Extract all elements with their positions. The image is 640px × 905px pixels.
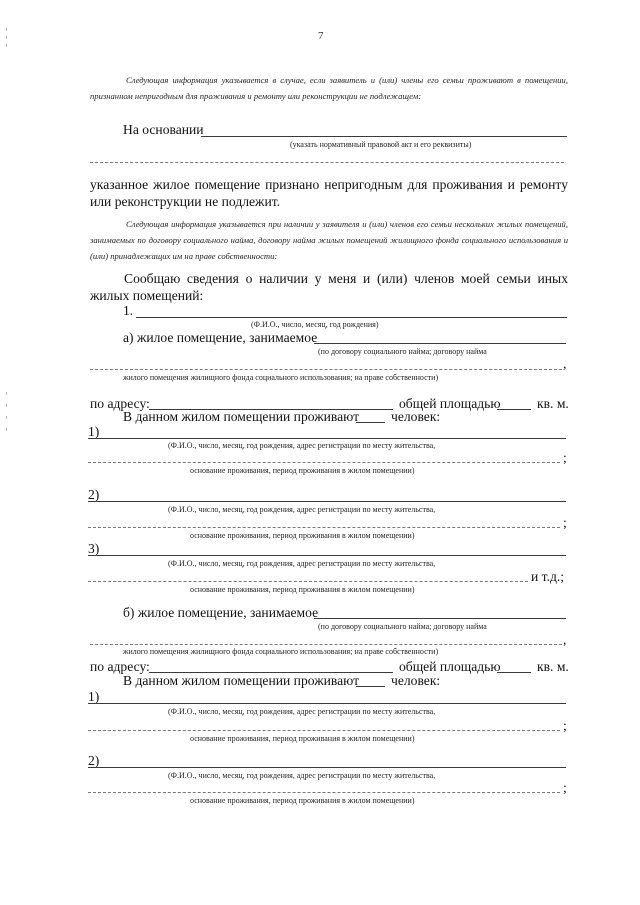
resident-field-continued[interactable] bbox=[88, 462, 560, 463]
resident-field[interactable] bbox=[88, 555, 566, 556]
resident-field-continued[interactable] bbox=[88, 792, 560, 793]
area-label: общей площадью bbox=[399, 396, 501, 411]
line-end: ; bbox=[563, 515, 567, 530]
resident-field[interactable] bbox=[88, 703, 566, 704]
resident-hint-continued: основание проживания, период проживания в жилом помещении) bbox=[190, 531, 415, 540]
premises-a-tenure-field-continued[interactable] bbox=[90, 369, 562, 370]
line-end: , bbox=[563, 356, 567, 371]
premises-b-tenure-hint: (по договору социального найма; договору найма bbox=[318, 622, 487, 631]
resident-field[interactable] bbox=[88, 767, 566, 768]
person-hint: (Ф.И.О., число, месяц, год рождения) bbox=[251, 320, 379, 329]
resident-field-continued[interactable] bbox=[88, 527, 560, 528]
line-end: , bbox=[563, 632, 567, 647]
scan-mark bbox=[6, 44, 7, 47]
premises-b-residents-count-field[interactable] bbox=[356, 686, 385, 687]
resident-number: 1) bbox=[88, 689, 100, 704]
address-label: по адресу: bbox=[90, 396, 150, 411]
residents-label: В данном жилом помещении проживают bbox=[123, 409, 360, 424]
premises-a-area-field[interactable] bbox=[497, 409, 531, 410]
address-label: по адресу: bbox=[90, 659, 150, 674]
resident-hint-continued: основание проживания, период проживания в жилом помещении) bbox=[190, 734, 415, 743]
resident-hint: (Ф.И.О., число, месяц, год рождения, адрес регистрации по месту жительства, bbox=[168, 559, 436, 568]
resident-number: 1) bbox=[88, 424, 100, 439]
area-unit: кв. м. bbox=[537, 659, 569, 674]
premises-a-tenure-hint: (по договору социального найма; договору найма bbox=[318, 347, 487, 356]
resident-field[interactable] bbox=[88, 501, 566, 502]
residents-unit: человек: bbox=[391, 673, 441, 688]
page-number: 7 bbox=[318, 30, 324, 42]
scan-mark bbox=[6, 416, 7, 419]
report-statement: Сообщаю сведения о наличии у меня и (или) членов моей семьи иных жилых помещений: bbox=[90, 271, 568, 303]
resident-field-continued[interactable] bbox=[88, 581, 528, 582]
resident-hint: (Ф.И.О., число, месяц, год рождения, адрес регистрации по месту жительства, bbox=[168, 707, 436, 716]
area-unit: кв. м. bbox=[537, 396, 569, 411]
instruction-note-other-premises: Следующая информация указывается при наличии у заявителя и (или) членов его семьи нескольких жилых помещений, занимаемых по договору социального найма, договору найма жилых помещений жилищного фонда социального использования и (или) принадлежащих им на праве собственности: bbox=[90, 219, 568, 261]
line-end: ; bbox=[563, 450, 567, 465]
instruction-note-unfit: Следующая информация указывается в случае, если заявитель и (или) члены его семьи проживают в помещении, признанном непригодным для проживания и ремонту или реконструкции не подлежащем: bbox=[90, 75, 568, 101]
basis-field[interactable] bbox=[201, 136, 567, 137]
residents-label: В данном жилом помещении проживают bbox=[123, 673, 360, 688]
area-label: общей площадью bbox=[399, 659, 501, 674]
premises-b-area-field[interactable] bbox=[497, 672, 531, 673]
resident-hint-continued: основание проживания, период проживания в жилом помещении) bbox=[190, 796, 415, 805]
premises-a-residents-count-field[interactable] bbox=[356, 422, 385, 423]
resident-hint-continued: основание проживания, период проживания в жилом помещении) bbox=[190, 466, 415, 475]
line-end: и т.д.; bbox=[531, 569, 565, 584]
premises-b-tenure-field-continued[interactable] bbox=[90, 644, 562, 645]
scan-mark bbox=[6, 28, 7, 31]
basis-field-continued[interactable] bbox=[90, 162, 564, 163]
premises-a-tenure-field[interactable] bbox=[314, 343, 566, 344]
resident-number: 2) bbox=[88, 753, 100, 768]
resident-hint-continued: основание проживания, период проживания в жилом помещении) bbox=[190, 585, 415, 594]
resident-field[interactable] bbox=[88, 438, 566, 439]
resident-hint: (Ф.И.О., число, месяц, год рождения, адрес регистрации по месту жительства, bbox=[168, 505, 436, 514]
premises-b-tenure-field[interactable] bbox=[314, 618, 566, 619]
scan-mark bbox=[6, 392, 7, 395]
basis-label: На основании bbox=[123, 122, 204, 137]
scan-mark bbox=[6, 36, 7, 39]
resident-number: 3) bbox=[88, 541, 100, 556]
residents-unit: человек: bbox=[391, 409, 441, 424]
basis-hint: (указать нормативный правовой акт и его реквизиты) bbox=[290, 140, 472, 149]
scan-mark bbox=[6, 428, 7, 431]
person-field[interactable] bbox=[136, 317, 567, 318]
premises-b-tenure-hint-continued: жилого помещения жилищного фонда социального использования; на праве собственности) bbox=[123, 647, 439, 656]
premises-a-label: а) жилое помещение, занимаемое bbox=[123, 330, 318, 345]
line-end: ; bbox=[563, 718, 567, 733]
scan-mark bbox=[6, 404, 7, 407]
premises-a-tenure-hint-continued: жилого помещения жилищного фонда социального использования; на праве собственности) bbox=[123, 373, 439, 382]
premises-b-label: б) жилое помещение, занимаемое bbox=[123, 605, 319, 620]
resident-hint: (Ф.И.О., число, месяц, год рождения, адрес регистрации по месту жительства, bbox=[168, 771, 436, 780]
resident-field-continued[interactable] bbox=[88, 730, 560, 731]
line-end: ; bbox=[563, 780, 567, 795]
resident-number: 2) bbox=[88, 487, 100, 502]
item-number: 1. bbox=[123, 303, 134, 318]
resident-hint: (Ф.И.О., число, месяц, год рождения, адрес регистрации по месту жительства, bbox=[168, 441, 436, 450]
unfit-statement: указанное жилое помещение признано непригодным для проживания и ремонту или реконструкции не подлежит. bbox=[90, 177, 568, 209]
